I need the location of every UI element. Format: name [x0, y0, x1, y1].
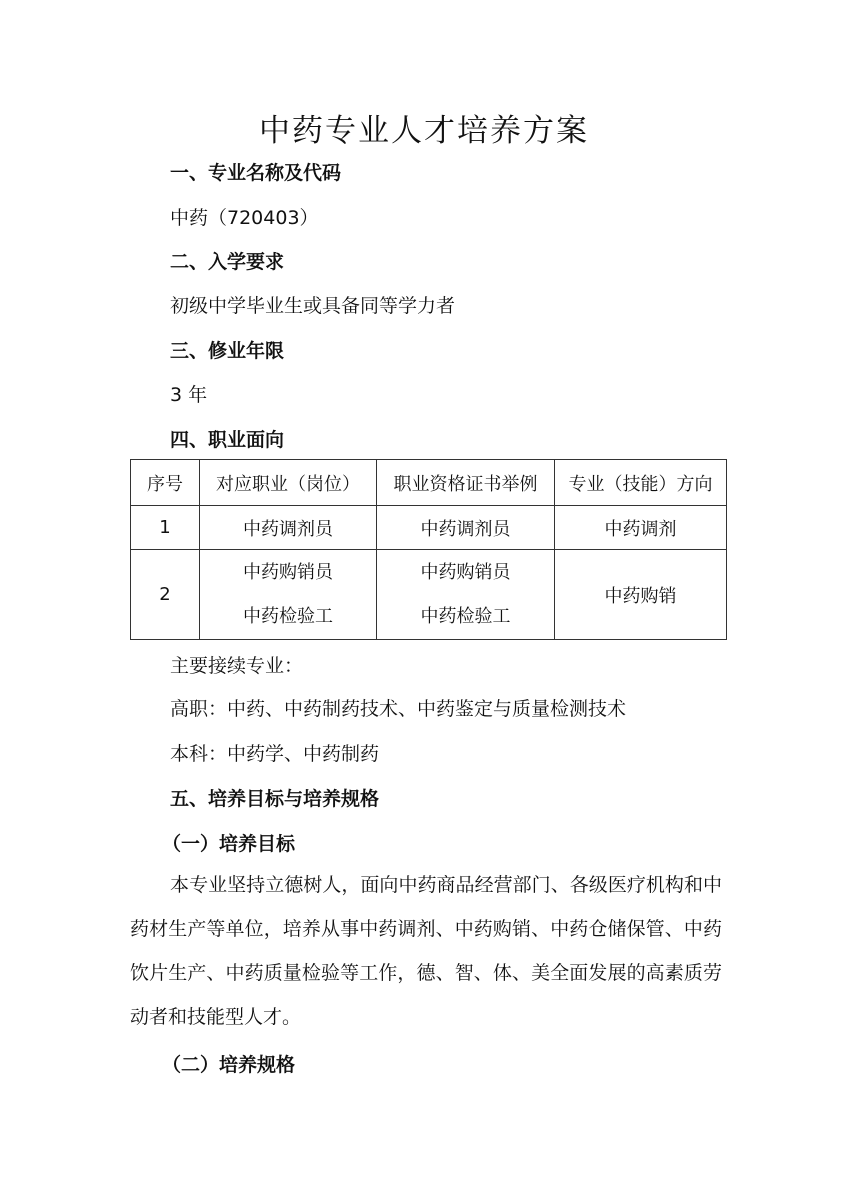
table-cell-job: 中药调剂员: [200, 506, 377, 550]
training-goal-paragraph: [130, 863, 722, 1039]
table-cell-cert: 中药调剂员: [377, 506, 555, 550]
career-table: [130, 459, 727, 640]
table-cell-job: [200, 550, 377, 640]
section-4-heading: 四、职业面向: [170, 429, 285, 451]
table-cell-no: 1: [131, 506, 200, 550]
section-2-heading: 二、入学要求: [170, 251, 285, 273]
cert-line: 中药检验工: [420, 605, 511, 627]
continuation-heading: 主要接续专业：: [170, 655, 304, 677]
section-3-heading: 三、修业年限: [170, 340, 285, 362]
document-title: 中药专业人才培养方案: [259, 113, 589, 149]
training-goal-text: 本专业坚持立德树人，面向中药商品经营部门、各级医疗机构和中药材生产等单位，培养从事中药调剂、中药购销、中药仓储保管、中药饮片生产、中药质量检验等工作，德、智、体、美全面发展的高素质劳动者和技能型人才。: [130, 874, 722, 1028]
cert-line: 中药购销员: [420, 561, 511, 583]
section-2-body: 初级中学毕业生或具备同等学力者: [170, 295, 456, 317]
table-cell-cert: [377, 550, 555, 640]
table-cell-no: 2: [131, 550, 200, 640]
section-5-sub1-heading: （一）培养目标: [162, 833, 296, 855]
table-row: [131, 550, 727, 640]
table-cell-direction: 中药调剂: [555, 506, 727, 550]
table-cell-direction: 中药购销: [555, 550, 727, 640]
job-line: 中药购销员: [243, 561, 333, 583]
table-header-cell: 专业（技能）方向: [555, 460, 727, 506]
table-header-cell: 对应职业（岗位）: [200, 460, 377, 506]
table-header-cell: 职业资格证书举例: [377, 460, 555, 506]
job-line: 中药检验工: [243, 605, 333, 627]
section-1-body: 中药（720403）: [170, 207, 319, 229]
table-header-cell: 序号: [131, 460, 200, 506]
section-5-heading: 五、培养目标与培养规格: [170, 788, 380, 810]
table-header-row: [131, 460, 727, 506]
section-5-sub2-heading: （二）培养规格: [162, 1054, 296, 1076]
continuation-higher-voc: 高职：中药、中药制药技术、中药鉴定与质量检测技术: [170, 698, 627, 720]
section-1-heading: 一、专业名称及代码: [170, 162, 342, 184]
section-3-body: 3 年: [170, 384, 208, 406]
continuation-undergrad: 本科：中药学、中药制药: [170, 743, 380, 765]
table-row: [131, 506, 727, 550]
